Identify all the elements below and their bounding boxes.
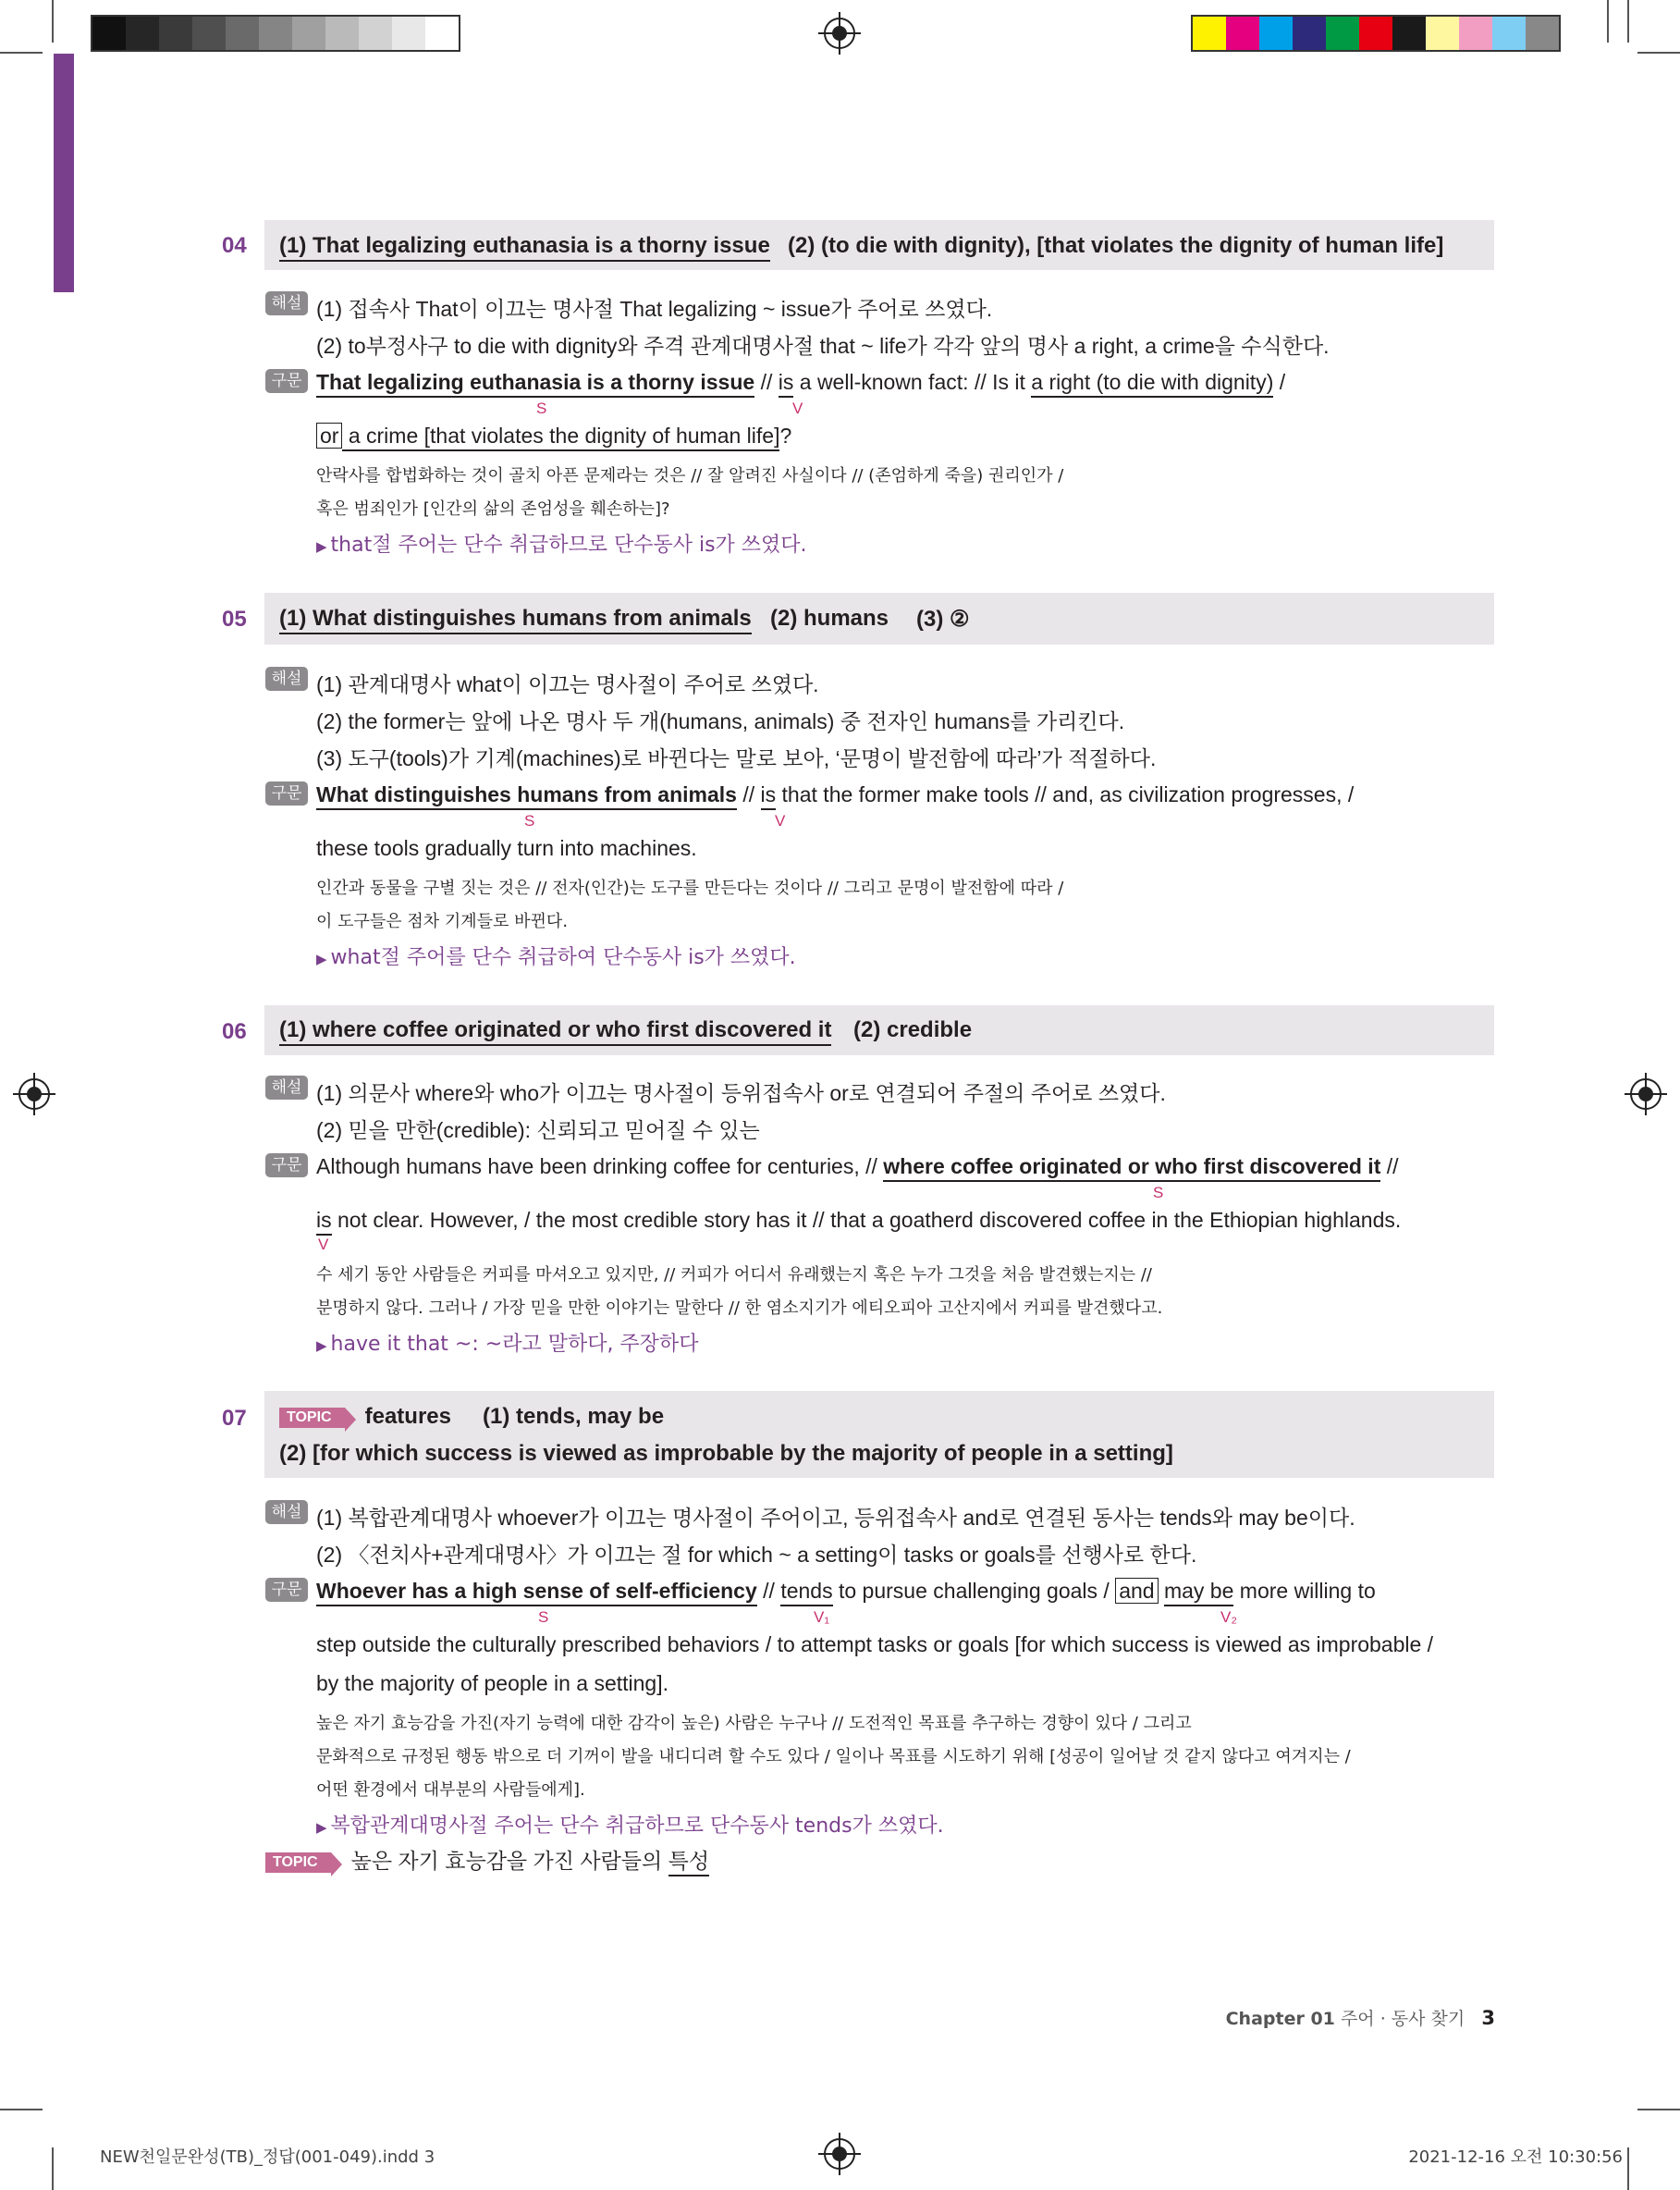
syntax-line: Whoever has a high sense of self-efficiency // tends to pursue challenging goals / and may be more willing to [316,1579,1376,1604]
explanation-tag: 해설 [265,291,308,315]
translation-line: 문화적으로 규정된 행동 밖으로 더 기꺼이 발을 내디디려 할 수도 있다 / 일이나 목표를 시도하기 위해 [성공이 일어날 것 같지 않다고 여겨지는 / [316,1747,1351,1766]
explanation-line: (2) to부정사구 to die with dignity와 주격 관계대명사절 that ~ life가 각각 앞의 명사 a right, a crime을 수식한다. [316,334,1330,358]
crop-mark [1627,0,1629,43]
color-swatch [1459,17,1492,50]
verb-label: V₁ [814,1608,830,1626]
verb-label: V [318,1236,329,1253]
slug-date: 2021-12-16 오전 10:30:56 [1408,2147,1623,2167]
topic-badge: TOPIC [265,1852,331,1873]
syntax-line: That legalizing euthanasia is a thorny issue // is a well-known fact: // Is it a right (to die with dignity) / [316,370,1285,395]
crop-mark [1627,2147,1629,2190]
gray-swatch [259,17,292,50]
syntax-line: or a crime [that violates the dignity of human life]? [316,424,791,449]
question-number: 05 [222,607,247,632]
answer-1: (1) where coffee originated or who first discovered it [279,1017,831,1043]
verb-label: V₂ [1220,1608,1237,1626]
explanation-tag: 해설 [265,1500,308,1524]
crop-mark [1637,2109,1680,2110]
syntax-line: What distinguishes humans from animals // is that the former make tools // and, as civilization progresses, / [316,782,1354,807]
crop-mark [1637,52,1680,54]
slug-filename: NEW천일문완성(TB)_정답(001-049).indd 3 [100,2147,435,2167]
syntax-line: by the majority of people in a setting]. [316,1671,668,1695]
gray-swatch [92,17,126,50]
translation-line: 인간과 동물을 구별 짓는 것은 // 전자(인간)는 도구를 만든다는 것이다 // 그리고 문명이 발전함에 따라 / [316,879,1064,898]
answer-2: (2) (to die with dignity), [that violates the dignity of human life] [788,233,1444,258]
process-color-bar [1191,15,1561,52]
subject-label: S [1153,1184,1164,1201]
chapter-color-tab [54,54,74,292]
gray-color-bar [91,15,460,52]
color-swatch [1392,17,1426,50]
explanation-line: (1) 접속사 That이 이끄는 명사절 That legalizing ~ issue가 주어로 쓰였다. [316,297,993,321]
color-swatch [1226,17,1259,50]
explanation-line: (2) the former는 앞에 나온 명사 두 개(humans, animals) 중 전자인 humans를 가리킨다. [316,709,1125,733]
gray-swatch [392,17,425,50]
explanation-tag: 해설 [265,1076,308,1100]
translation-line: 분명하지 않다. 그러나 / 가장 믿을 만한 이야기는 말한다 // 한 염소지기가 에티오피아 고산지에서 커피를 발견했다고. [316,1298,1163,1318]
color-swatch [1526,17,1559,50]
explanation-line: (3) 도구(tools)가 기계(machines)로 바뀐다는 말로 보아, ‘문명이 발전함에 따라’가 적절하다. [316,746,1157,770]
color-swatch [1359,17,1392,50]
syntax-line: these tools gradually turn into machines. [316,836,697,860]
color-swatch [1492,17,1526,50]
translation-line: 높은 자기 효능감을 가진(자기 능력에 대한 감각이 높은) 사람은 누구나 // 도전적인 목표를 추구하는 경향이 있다 / 그리고 [316,1714,1192,1733]
syntax-tag: 구문 [265,1578,308,1602]
explanation-line: (1) 관계대명사 what이 이끄는 명사절이 주어로 쓰였다. [316,672,819,696]
crop-mark [1607,0,1609,43]
color-swatch [1293,17,1326,50]
translation-line: 어떤 환경에서 대부분의 사람들에게]. [316,1780,585,1800]
topic-badge: TOPIC [279,1408,345,1428]
answer-2: (2) [for which success is viewed as improbable by the majority of people in a setting] [279,1441,1173,1466]
explanation-line: (2) 〈전치사+관계대명사〉가 이끄는 절 for which ~ a setting이 tasks or goals를 선행사로 한다. [316,1543,1197,1567]
syntax-line: Although humans have been drinking coffee for centuries, // where coffee originated or who first discovered it // [316,1154,1399,1179]
syntax-line: is not clear. However, / the most credible story has it // that a goatherd discovered coffee in the Ethiopian highlands. [316,1208,1401,1233]
verb-label: V [775,812,786,830]
gray-swatch [126,17,159,50]
answer-topic: TOPIC features (1) tends, may be [279,1404,664,1430]
color-swatch [1426,17,1459,50]
gray-swatch [325,17,359,50]
translation-line: 안락사를 합법화하는 것이 골치 아픈 문제라는 것은 // 잘 알려진 사실이다 // (존엄하게 죽을) 권리인가 / [316,466,1064,486]
registration-mark [824,18,855,49]
translation-line: 수 세기 동안 사람들은 커피를 마셔오고 있지만, // 커피가 어디서 유래했는지 혹은 누가 그것을 처음 발견했는지는 // [316,1265,1152,1285]
color-swatch [1259,17,1293,50]
page-number: 3 [1481,2007,1495,2029]
answer-2: (2) humans [770,606,889,631]
explanation-line: (1) 의문사 where와 who가 이끄는 명사절이 등위접속사 or로 연결되어 주절의 주어로 쓰였다. [316,1081,1166,1105]
answer-3: (3) ② [916,607,970,632]
answer-1: (1) That legalizing euthanasia is a thorny issue [279,233,770,259]
syntax-line: step outside the culturally prescribed behaviors / to attempt tasks or goals [for which success is viewed as improbable / [316,1632,1434,1656]
subject-label: S [536,400,547,417]
translation-line: 이 도구들은 점차 기계들로 바뀐다. [316,912,569,931]
subject-label: S [538,1608,549,1626]
gray-swatch [292,17,325,50]
grammar-note: ▶ 복합관계대명사절 주어는 단수 취급하므로 단수동사 tends가 쓰였다. [316,1815,944,1838]
explanation-line: (1) 복합관계대명사 whoever가 이끄는 명사절이 주어이고, 등위접속사 and로 연결된 동사는 tends와 may be이다. [316,1506,1355,1530]
answer-2: (2) credible [853,1017,973,1042]
question-number: 06 [222,1019,247,1044]
question-number: 07 [222,1406,247,1431]
color-swatch [1193,17,1226,50]
grammar-note: ▶ have it that ~: ~라고 말하다, 주장하다 [316,1333,699,1356]
verb-label: V [792,400,803,417]
grammar-note: ▶ that절 주어는 단수 취급하므로 단수동사 is가 쓰였다. [316,534,807,557]
topic-line: TOPIC 높은 자기 효능감을 가진 사람들의 특성 [265,1844,709,1875]
explanation-tag: 해설 [265,667,308,691]
syntax-tag: 구문 [265,781,308,806]
gray-swatch [192,17,226,50]
syntax-tag: 구문 [265,1153,308,1177]
question-number: 04 [222,233,247,258]
gray-swatch [359,17,392,50]
registration-mark [18,1078,50,1110]
subject-label: S [524,812,535,830]
running-footer: Chapter 01 주어 · 동사 찾기 3 [1225,2007,1495,2029]
registration-mark [824,2138,855,2170]
answer-1: (1) What distinguishes humans from animals [279,606,752,632]
color-swatch [1326,17,1359,50]
grammar-note: ▶ what절 주어를 단수 취급하여 단수동사 is가 쓰였다. [316,946,796,969]
syntax-tag: 구문 [265,369,308,393]
crop-mark [0,52,43,54]
crop-mark [52,0,54,43]
gray-swatch [425,17,459,50]
gray-swatch [159,17,192,50]
gray-swatch [226,17,259,50]
explanation-line: (2) 믿을 만한(credible): 신뢰되고 믿어질 수 있는 [316,1118,760,1142]
registration-mark [1630,1078,1662,1110]
crop-mark [0,2109,43,2110]
translation-line: 혹은 범죄인가 [인간의 삶의 존엄성을 훼손하는]? [316,499,670,519]
crop-mark [52,2147,54,2190]
